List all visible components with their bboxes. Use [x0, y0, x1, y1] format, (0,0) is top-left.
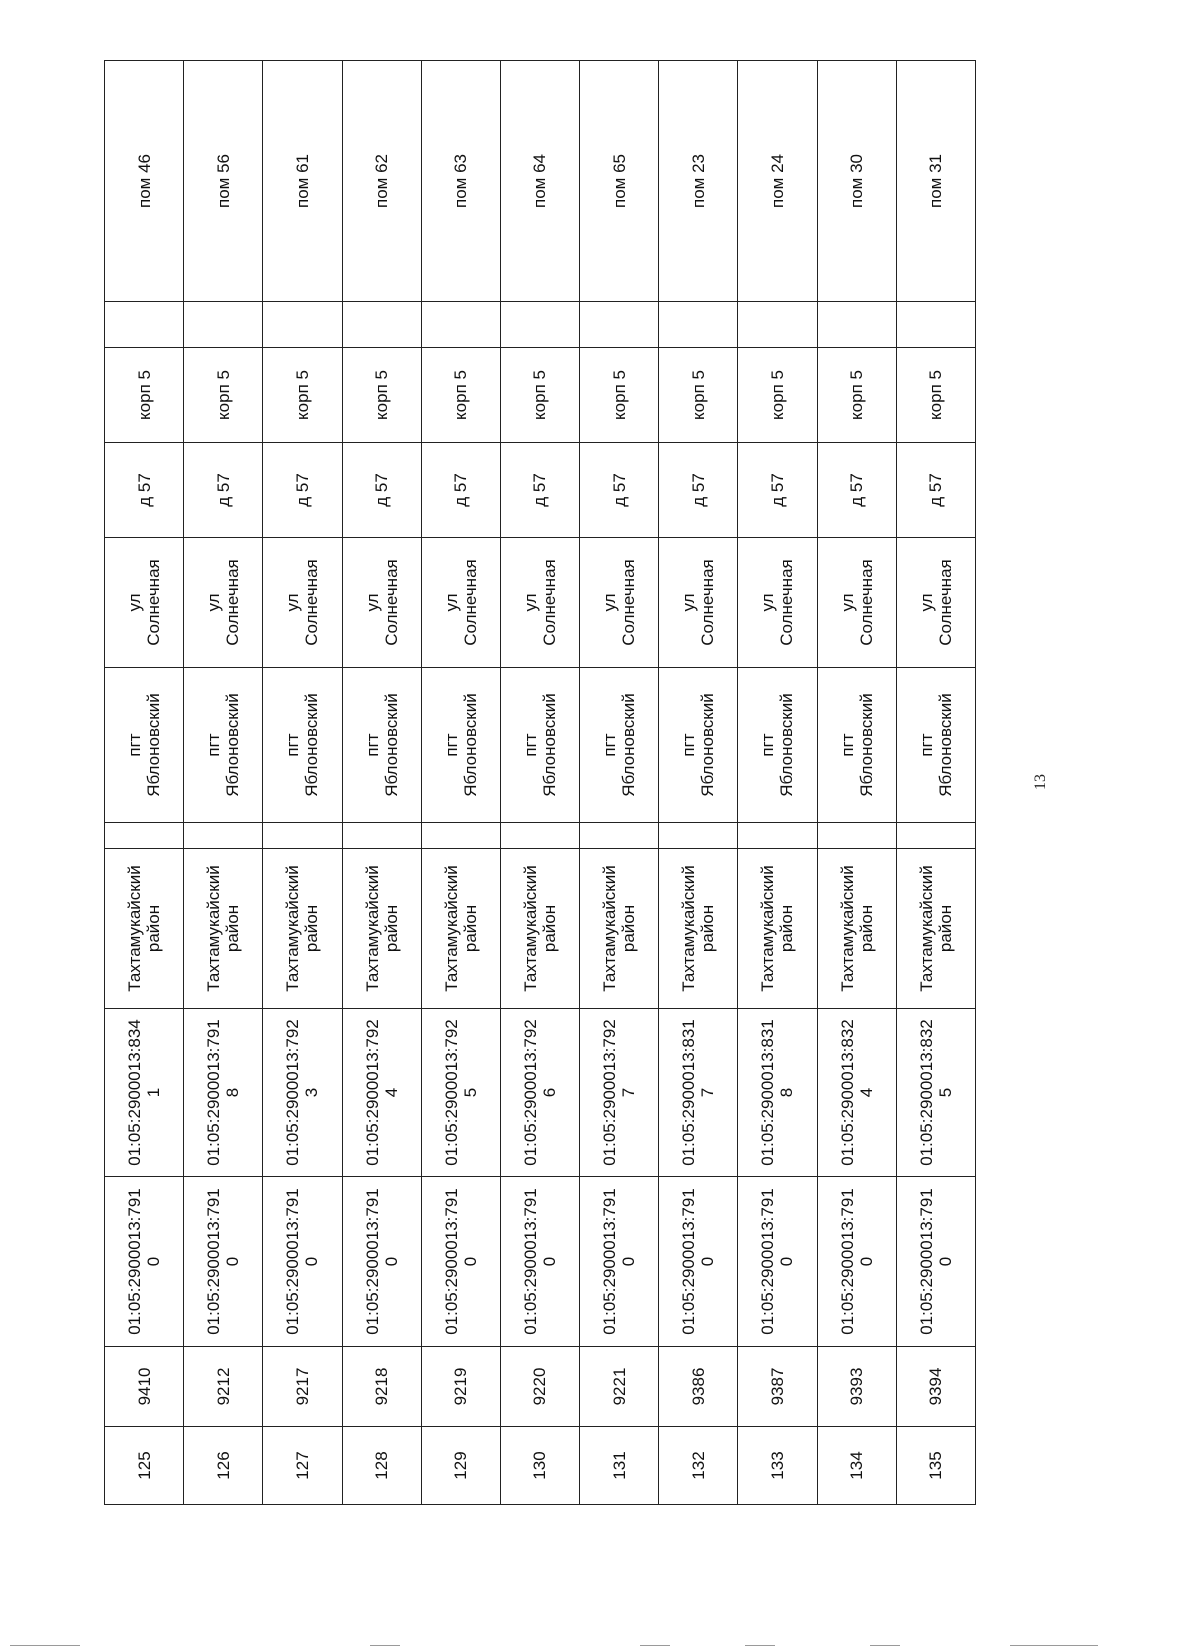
- cell-empty: [817, 823, 896, 849]
- cell-text-line: ул: [362, 593, 382, 612]
- cell-text-line: Солнечная: [935, 559, 955, 646]
- cell-street: [738, 538, 817, 668]
- cell-text-line: 01:05:2900013:791: [362, 1188, 382, 1335]
- cell-locality: [105, 668, 184, 823]
- cell-object-id: 9218: [342, 1347, 421, 1427]
- cell-room: пом 63: [421, 61, 500, 302]
- cell-text-line: 0: [698, 1256, 718, 1267]
- cell-house: д 57: [738, 443, 817, 538]
- cell-row-number: 128: [342, 1427, 421, 1505]
- cell-empty: [580, 823, 659, 849]
- cell-block: корп 5: [659, 348, 738, 443]
- cell-cadastral-number: [105, 1009, 184, 1177]
- cell-empty: [659, 823, 738, 849]
- cell-locality: [738, 668, 817, 823]
- cell-text-line: ул: [916, 593, 936, 612]
- cell-text-line: Тахтамукайский: [679, 865, 699, 992]
- cell-parent-cadastral-number: [500, 1177, 579, 1347]
- cell-street: [659, 538, 738, 668]
- cell-text-line: Тахтамукайский: [362, 865, 382, 992]
- cell-object-id: 9410: [105, 1347, 184, 1427]
- cell-empty: [659, 302, 738, 348]
- cell-text-line: пгт: [837, 733, 857, 757]
- cell-district: [659, 849, 738, 1009]
- register-table-body: [105, 61, 976, 1505]
- cell-text-line: 6: [539, 1087, 559, 1098]
- cell-parent-cadastral-number: [105, 1177, 184, 1347]
- cell-text-line: 0: [460, 1256, 480, 1267]
- cell-parent-cadastral-number: [817, 1177, 896, 1347]
- cell-row-number: 132: [659, 1427, 738, 1505]
- cell-district: [184, 849, 263, 1009]
- cell-text-line: 01:05:2900013:791: [204, 1019, 224, 1166]
- cell-text-line: 01:05:2900013:834: [125, 1019, 145, 1166]
- cell-cadastral-number: [184, 1009, 263, 1177]
- table-row: [580, 61, 659, 1505]
- cell-house: д 57: [184, 443, 263, 538]
- cell-text-line: 01:05:2900013:791: [837, 1188, 857, 1335]
- cell-row-number: 129: [421, 1427, 500, 1505]
- cell-cadastral-number: [500, 1009, 579, 1177]
- cell-block: корп 5: [896, 348, 975, 443]
- cell-locality: [342, 668, 421, 823]
- cell-locality: [580, 668, 659, 823]
- cell-row-number: 134: [817, 1427, 896, 1505]
- cell-house: д 57: [342, 443, 421, 538]
- cell-text-line: 01:05:2900013:792: [362, 1019, 382, 1166]
- cell-empty: [500, 823, 579, 849]
- cell-text-line: 0: [619, 1256, 639, 1267]
- cell-text-line: пгт: [916, 733, 936, 757]
- cell-district: [342, 849, 421, 1009]
- cell-text-line: 7: [619, 1087, 639, 1098]
- cell-parent-cadastral-number: [342, 1177, 421, 1347]
- cell-text-line: Тахтамукайский: [837, 865, 857, 992]
- cell-text-line: 4: [856, 1087, 876, 1098]
- table-row: [817, 61, 896, 1505]
- cell-text-line: 0: [381, 1256, 401, 1267]
- cell-room: пом 31: [896, 61, 975, 302]
- cell-block: корп 5: [817, 348, 896, 443]
- cell-block: корп 5: [105, 348, 184, 443]
- cell-text-line: 0: [777, 1256, 797, 1267]
- cell-text-line: 01:05:2900013:792: [520, 1019, 540, 1166]
- cell-parent-cadastral-number: [580, 1177, 659, 1347]
- cell-text-line: Яблоновский: [144, 693, 164, 797]
- cell-text-line: район: [619, 904, 639, 953]
- cell-street: [500, 538, 579, 668]
- cell-text-line: Солнечная: [302, 559, 322, 646]
- cell-house: д 57: [500, 443, 579, 538]
- cell-street: [263, 538, 342, 668]
- cell-block: корп 5: [500, 348, 579, 443]
- cell-text-line: 0: [302, 1256, 322, 1267]
- cell-street: [184, 538, 263, 668]
- cell-locality: [659, 668, 738, 823]
- cell-parent-cadastral-number: [184, 1177, 263, 1347]
- cell-text-line: 0: [144, 1256, 164, 1267]
- cell-object-id: 9220: [500, 1347, 579, 1427]
- cell-text-line: Тахтамукайский: [204, 865, 224, 992]
- cell-text-line: 01:05:2900013:791: [679, 1188, 699, 1335]
- cell-room: пом 65: [580, 61, 659, 302]
- cell-parent-cadastral-number: [659, 1177, 738, 1347]
- cell-text-line: пгт: [441, 733, 461, 757]
- table-row: [105, 61, 184, 1505]
- table-row: [738, 61, 817, 1505]
- cell-district: [817, 849, 896, 1009]
- register-table: [104, 60, 976, 1505]
- cell-text-line: 5: [935, 1087, 955, 1098]
- cell-text-line: Яблоновский: [302, 693, 322, 797]
- cell-text-line: ул: [283, 593, 303, 612]
- cell-house: д 57: [421, 443, 500, 538]
- cell-house: д 57: [580, 443, 659, 538]
- cell-cadastral-number: [738, 1009, 817, 1177]
- cell-parent-cadastral-number: [263, 1177, 342, 1347]
- cell-text-line: Солнечная: [223, 559, 243, 646]
- cell-object-id: 9217: [263, 1347, 342, 1427]
- cell-object-id: 9221: [580, 1347, 659, 1427]
- cell-text-line: Яблоновский: [460, 693, 480, 797]
- cell-empty: [184, 823, 263, 849]
- cell-empty: [421, 302, 500, 348]
- cell-text-line: 8: [223, 1087, 243, 1098]
- cell-room: пом 64: [500, 61, 579, 302]
- cell-text-line: 0: [539, 1256, 559, 1267]
- cell-street: [896, 538, 975, 668]
- cell-text-line: Яблоновский: [539, 693, 559, 797]
- cell-empty: [896, 302, 975, 348]
- cell-text-line: Яблоновский: [777, 693, 797, 797]
- cell-empty: [342, 823, 421, 849]
- cell-text-line: пгт: [679, 733, 699, 757]
- cell-text-line: Солнечная: [460, 559, 480, 646]
- cell-cadastral-number: [659, 1009, 738, 1177]
- cell-district: [421, 849, 500, 1009]
- cell-text-line: 01:05:2900013:791: [520, 1188, 540, 1335]
- cell-empty: [738, 302, 817, 348]
- cell-text-line: район: [302, 904, 322, 953]
- cell-text-line: ул: [600, 593, 620, 612]
- cell-empty: [817, 302, 896, 348]
- cell-object-id: 9394: [896, 1347, 975, 1427]
- cell-district: [263, 849, 342, 1009]
- page-number: 13: [1032, 774, 1049, 790]
- cell-object-id: 9393: [817, 1347, 896, 1427]
- cell-locality: [421, 668, 500, 823]
- cell-text-line: район: [698, 904, 718, 953]
- cell-locality: [817, 668, 896, 823]
- cell-empty: [263, 823, 342, 849]
- cell-text-line: район: [777, 904, 797, 953]
- cell-empty: [105, 823, 184, 849]
- cell-block: корп 5: [184, 348, 263, 443]
- cell-row-number: 131: [580, 1427, 659, 1505]
- cell-cadastral-number: [580, 1009, 659, 1177]
- cell-text-line: район: [856, 904, 876, 953]
- cell-text-line: Яблоновский: [223, 693, 243, 797]
- footer-rule: [1010, 1645, 1098, 1646]
- cell-district: [500, 849, 579, 1009]
- cell-house: д 57: [817, 443, 896, 538]
- table-row: [342, 61, 421, 1505]
- cell-room: пом 61: [263, 61, 342, 302]
- cell-room: пом 62: [342, 61, 421, 302]
- cell-empty: [263, 302, 342, 348]
- cell-text-line: 01:05:2900013:791: [283, 1188, 303, 1335]
- cell-district: [896, 849, 975, 1009]
- table-row: [263, 61, 342, 1505]
- cell-locality: [500, 668, 579, 823]
- cell-empty: [105, 302, 184, 348]
- cell-text-line: 01:05:2900013:831: [758, 1019, 778, 1166]
- cell-block: корп 5: [263, 348, 342, 443]
- cell-parent-cadastral-number: [896, 1177, 975, 1347]
- cell-text-line: район: [539, 904, 559, 953]
- cell-empty: [896, 823, 975, 849]
- cell-text-line: ул: [837, 593, 857, 612]
- cell-empty: [500, 302, 579, 348]
- cell-district: [105, 849, 184, 1009]
- cell-text-line: Солнечная: [856, 559, 876, 646]
- cell-empty: [184, 302, 263, 348]
- cell-text-line: Яблоновский: [381, 693, 401, 797]
- footer-rule: [640, 1645, 670, 1646]
- cell-text-line: 01:05:2900013:791: [600, 1188, 620, 1335]
- cell-text-line: Тахтамукайский: [520, 865, 540, 992]
- cell-text-line: Яблоновский: [935, 693, 955, 797]
- cell-room: пом 46: [105, 61, 184, 302]
- cell-object-id: 9387: [738, 1347, 817, 1427]
- cell-house: д 57: [896, 443, 975, 538]
- cell-cadastral-number: [896, 1009, 975, 1177]
- cell-text-line: 01:05:2900013:832: [837, 1019, 857, 1166]
- cell-cadastral-number: [263, 1009, 342, 1177]
- cell-text-line: район: [223, 904, 243, 953]
- table-row: [184, 61, 263, 1505]
- cell-text-line: район: [144, 904, 164, 953]
- cell-text-line: Солнечная: [144, 559, 164, 646]
- table-row: [500, 61, 579, 1505]
- cell-cadastral-number: [421, 1009, 500, 1177]
- cell-text-line: Тахтамукайский: [441, 865, 461, 992]
- cell-district: [738, 849, 817, 1009]
- cell-locality: [896, 668, 975, 823]
- cell-row-number: 133: [738, 1427, 817, 1505]
- cell-room: пом 30: [817, 61, 896, 302]
- cell-text-line: 5: [460, 1087, 480, 1098]
- cell-block: корп 5: [342, 348, 421, 443]
- cell-text-line: 01:05:2900013:831: [679, 1019, 699, 1166]
- cell-empty: [738, 823, 817, 849]
- cell-street: [421, 538, 500, 668]
- cell-text-line: 0: [856, 1256, 876, 1267]
- cell-street: [817, 538, 896, 668]
- cell-text-line: пгт: [758, 733, 778, 757]
- cell-text-line: район: [460, 904, 480, 953]
- cell-room: пом 23: [659, 61, 738, 302]
- cell-text-line: район: [381, 904, 401, 953]
- footer-rule: [745, 1645, 775, 1646]
- table-row: [659, 61, 738, 1505]
- cell-text-line: 0: [223, 1256, 243, 1267]
- cell-text-line: ул: [679, 593, 699, 612]
- cell-text-line: Яблоновский: [856, 693, 876, 797]
- cell-text-line: 8: [777, 1087, 797, 1098]
- cell-room: пом 24: [738, 61, 817, 302]
- cell-empty: [580, 302, 659, 348]
- cell-text-line: 01:05:2900013:791: [125, 1188, 145, 1335]
- cell-locality: [263, 668, 342, 823]
- cell-text-line: Тахтамукайский: [916, 865, 936, 992]
- cell-text-line: пгт: [362, 733, 382, 757]
- cell-text-line: пгт: [204, 733, 224, 757]
- cell-cadastral-number: [342, 1009, 421, 1177]
- cell-block: корп 5: [421, 348, 500, 443]
- cell-district: [580, 849, 659, 1009]
- cell-row-number: 125: [105, 1427, 184, 1505]
- cell-text-line: ул: [758, 593, 778, 612]
- cell-text-line: ул: [441, 593, 461, 612]
- footer-rule: [370, 1645, 400, 1646]
- cell-row-number: 130: [500, 1427, 579, 1505]
- cell-room: пом 56: [184, 61, 263, 302]
- cell-row-number: 127: [263, 1427, 342, 1505]
- cell-text-line: Тахтамукайский: [283, 865, 303, 992]
- cell-text-line: пгт: [520, 733, 540, 757]
- cell-text-line: пгт: [600, 733, 620, 757]
- table-rotated-container: [104, 61, 976, 1505]
- cell-street: [580, 538, 659, 668]
- cell-object-id: 9386: [659, 1347, 738, 1427]
- cell-text-line: Солнечная: [381, 559, 401, 646]
- cell-text-line: Тахтамукайский: [600, 865, 620, 992]
- cell-locality: [184, 668, 263, 823]
- cell-block: корп 5: [738, 348, 817, 443]
- cell-text-line: ул: [204, 593, 224, 612]
- cell-text-line: пгт: [283, 733, 303, 757]
- cell-text-line: 4: [381, 1087, 401, 1098]
- cell-text-line: Солнечная: [619, 559, 639, 646]
- cell-empty: [342, 302, 421, 348]
- cell-house: д 57: [263, 443, 342, 538]
- cell-text-line: 01:05:2900013:791: [758, 1188, 778, 1335]
- cell-text-line: ул: [520, 593, 540, 612]
- cell-object-id: 9219: [421, 1347, 500, 1427]
- cell-text-line: 7: [698, 1087, 718, 1098]
- cell-row-number: 135: [896, 1427, 975, 1505]
- cell-text-line: Солнечная: [698, 559, 718, 646]
- cell-text-line: Солнечная: [539, 559, 559, 646]
- cell-text-line: ул: [125, 593, 145, 612]
- cell-text-line: пгт: [125, 733, 145, 757]
- cell-text-line: Яблоновский: [619, 693, 639, 797]
- cell-text-line: Солнечная: [777, 559, 797, 646]
- cell-text-line: 01:05:2900013:792: [600, 1019, 620, 1166]
- cell-text-line: 01:05:2900013:791: [916, 1188, 936, 1335]
- cell-block: корп 5: [580, 348, 659, 443]
- cell-row-number: 126: [184, 1427, 263, 1505]
- footer-rule: [870, 1645, 900, 1646]
- cell-text-line: 1: [144, 1087, 164, 1098]
- cell-parent-cadastral-number: [738, 1177, 817, 1347]
- cell-street: [342, 538, 421, 668]
- footer-rule: [10, 1645, 80, 1646]
- cell-empty: [421, 823, 500, 849]
- cell-text-line: 3: [302, 1087, 322, 1098]
- cell-text-line: 01:05:2900013:832: [916, 1019, 936, 1166]
- cell-house: д 57: [659, 443, 738, 538]
- cell-text-line: 0: [935, 1256, 955, 1267]
- cell-text-line: 01:05:2900013:792: [441, 1019, 461, 1166]
- cell-text-line: Яблоновский: [698, 693, 718, 797]
- cell-house: д 57: [105, 443, 184, 538]
- cell-text-line: 01:05:2900013:791: [441, 1188, 461, 1335]
- cell-street: [105, 538, 184, 668]
- cell-text-line: район: [935, 904, 955, 953]
- cell-text-line: Тахтамукайский: [125, 865, 145, 992]
- cell-cadastral-number: [817, 1009, 896, 1177]
- cell-text-line: 01:05:2900013:792: [283, 1019, 303, 1166]
- cell-text-line: 01:05:2900013:791: [204, 1188, 224, 1335]
- cell-parent-cadastral-number: [421, 1177, 500, 1347]
- table-row: [896, 61, 975, 1505]
- table-row: [421, 61, 500, 1505]
- cell-object-id: 9212: [184, 1347, 263, 1427]
- cell-text-line: Тахтамукайский: [758, 865, 778, 992]
